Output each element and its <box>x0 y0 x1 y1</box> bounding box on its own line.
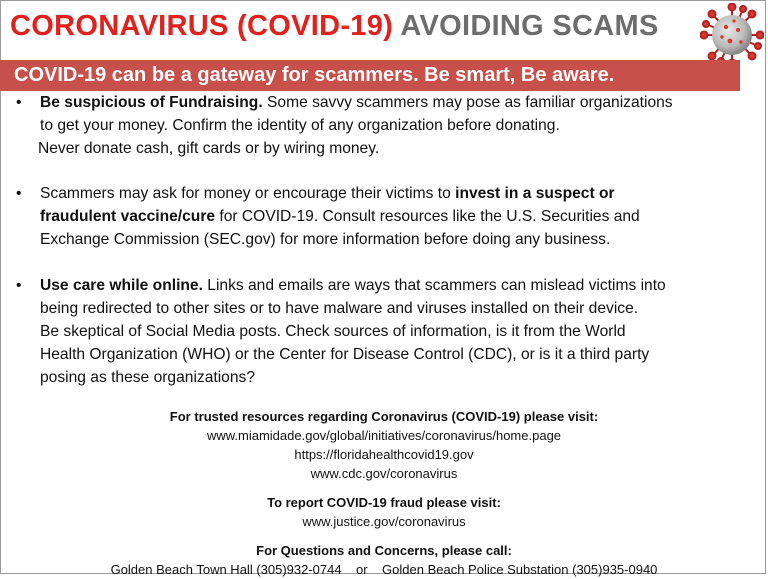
tip-vaccine-highlight: fraudulent vaccine/cure <box>40 208 216 225</box>
bullet-icon: • <box>16 185 22 202</box>
tip-text: Links and emails are ways that scammers can mislead victims into <box>202 277 666 294</box>
tip-text: Exchange Commission (SEC.gov) for more information before doing any business. <box>40 231 611 248</box>
tip-text: Scammers may ask for money or encourage their victims to <box>40 185 456 202</box>
tip-text: Some savvy scammers may pose as familiar organizations <box>262 94 673 111</box>
fraud-link-justice[interactable]: www.justice.gov/coronavirus <box>302 514 466 529</box>
resources-heading: For trusted resources regarding Coronavirus (COVID-19) please visit: <box>169 409 599 424</box>
tip-online-heading: Use care while online. <box>40 277 203 294</box>
title-avoiding-scams: AVOIDING SCAMS <box>400 10 659 42</box>
resource-link-cdc[interactable]: www.cdc.gov/coronavirus <box>310 466 458 481</box>
fraud-heading: To report COVID-19 fraud please visit: <box>267 495 501 510</box>
tip-text: being redirected to other sites or to have malware and viruses installed on their device. <box>40 300 639 317</box>
tip-text: Never donate cash, gift cards or by wiring money. <box>38 140 380 157</box>
page-title <box>10 10 659 43</box>
tip-text: to get your money. Confirm the identity of any organization before donating. <box>40 117 560 134</box>
resource-link-miamidade[interactable]: www.miamidade.gov/global/initiatives/coronavirus/home.page <box>206 428 562 443</box>
resource-link-floridahealth[interactable]: https://floridahealthcovid19.gov <box>294 447 474 462</box>
tip-text: posing as these organizations? <box>40 369 255 386</box>
tip-text: Be skeptical of Social Media posts. Check sources of information, is it from the World <box>40 323 626 340</box>
tip-text: for COVID-19. Consult resources like the U.S. Securities and <box>215 208 640 225</box>
contact-phone-numbers: Golden Beach Town Hall (305)932-0744 or Golden Beach Police Substation (305)935-0940 <box>110 562 658 577</box>
resources-section <box>0 407 768 579</box>
title-coronavirus: CORONAVIRUS (COVID-19) <box>10 10 394 42</box>
tip-fundraising <box>16 91 736 160</box>
warning-banner: COVID-19 can be a gateway for scammers. Be smart, Be aware. <box>0 60 740 91</box>
contact-heading: For Questions and Concerns, please call: <box>256 543 512 558</box>
tip-text: Health Organization (WHO) or the Center for Disease Control (CDC), or is it a third party <box>40 346 650 363</box>
tip-vaccine-highlight: invest in a suspect or <box>455 185 615 202</box>
coronavirus-icon <box>700 3 764 67</box>
tip-online <box>16 274 736 389</box>
tip-vaccine <box>16 182 736 251</box>
bullet-icon: • <box>16 94 22 111</box>
bullet-icon: • <box>16 277 22 294</box>
tip-fundraising-heading: Be suspicious of Fundraising. <box>40 94 263 111</box>
